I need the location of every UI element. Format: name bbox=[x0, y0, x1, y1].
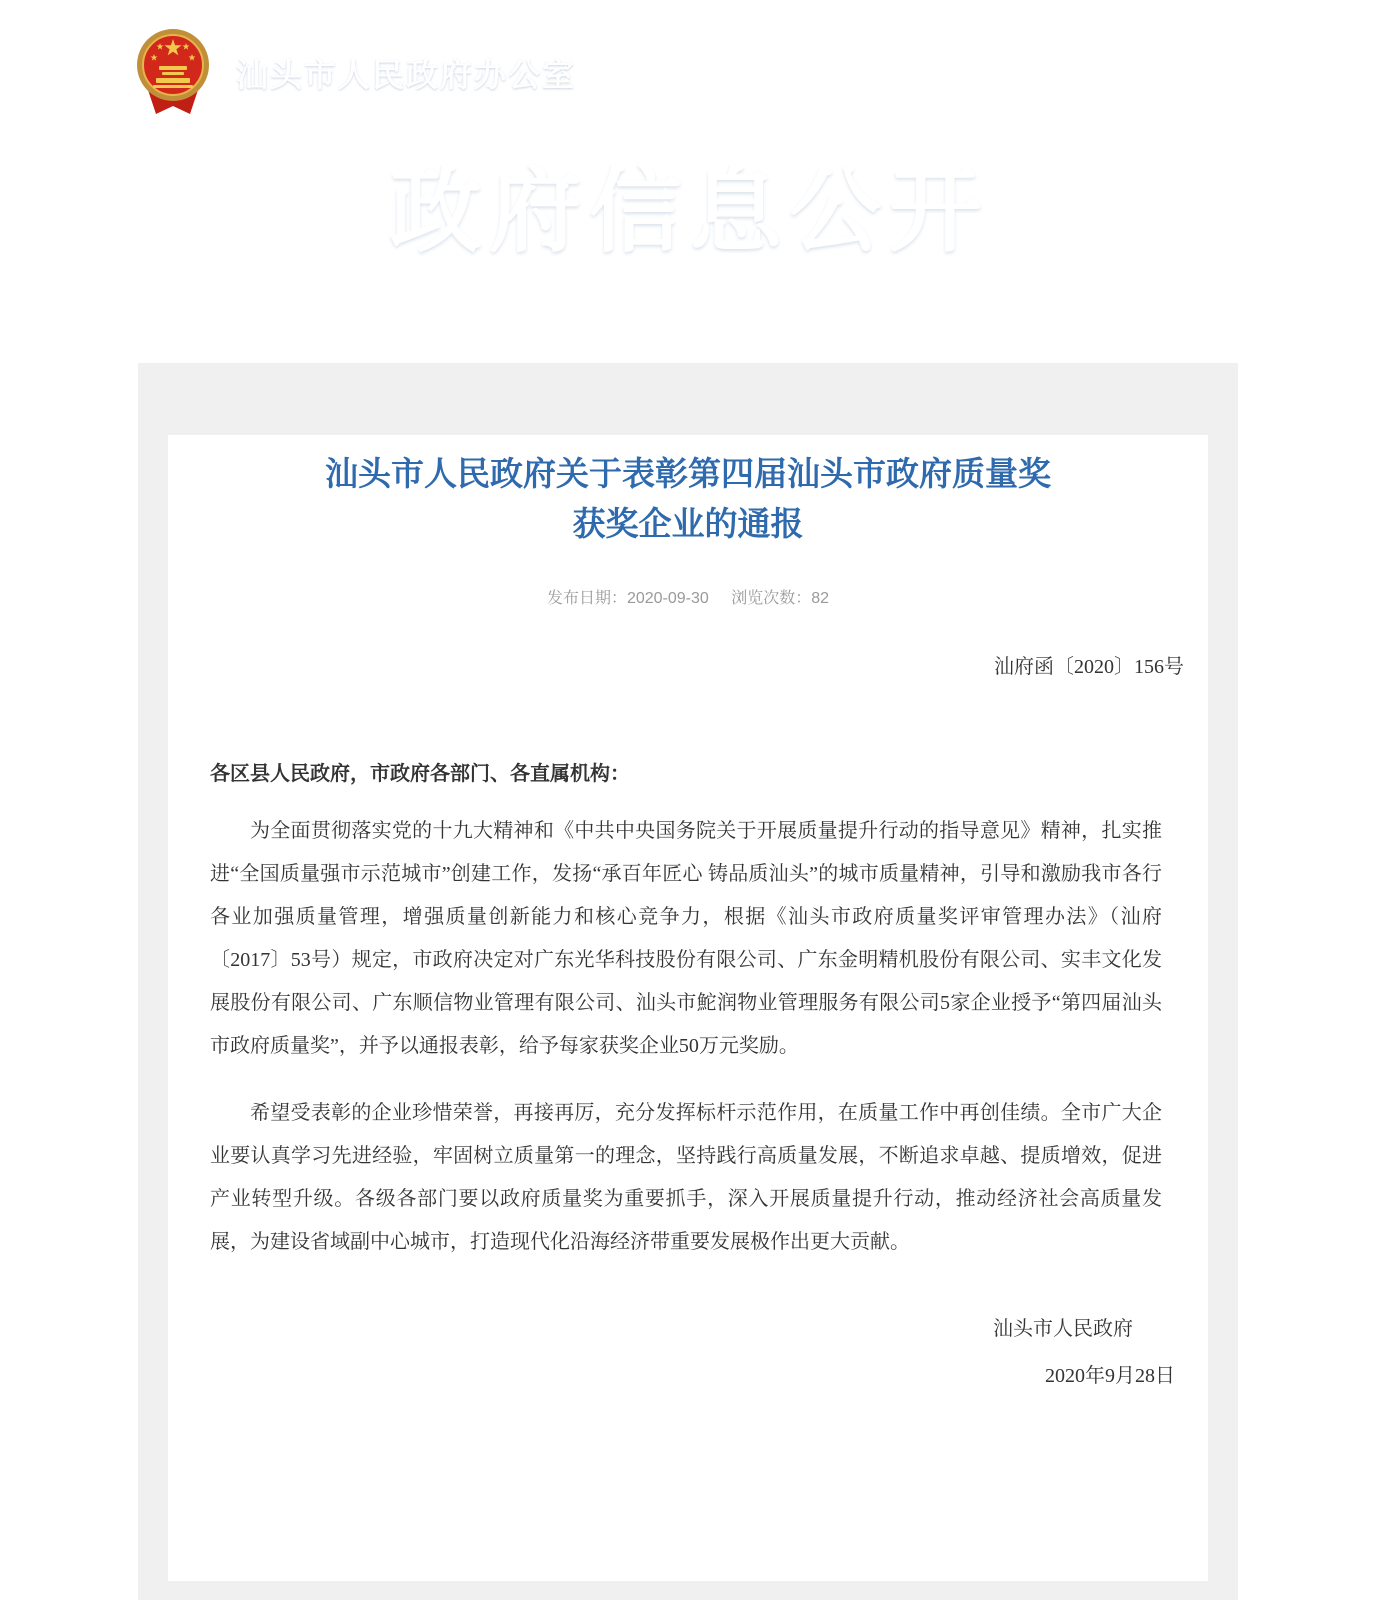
signature-org: 汕头市人民政府 bbox=[993, 1318, 1133, 1340]
banner-title: 政府信息公开 bbox=[389, 161, 990, 263]
site-brand[interactable] bbox=[136, 28, 576, 118]
document-title-line2: 获奖企业的通报 bbox=[572, 505, 804, 542]
publish-date-label: 发布日期： bbox=[546, 590, 627, 607]
site-header bbox=[0, 0, 1379, 363]
views-value: 82 bbox=[811, 590, 830, 607]
signature-date: 2020年9月28日 bbox=[1045, 1365, 1175, 1387]
views-label: 浏览次数： bbox=[731, 590, 812, 607]
document-title bbox=[206, 449, 1170, 549]
document-card bbox=[168, 435, 1208, 1581]
banner-underline bbox=[599, 288, 1092, 290]
body-paragraph-2: 希望受表彰的企业珍惜荣誉，再接再厉，充分发挥标杆示范作用，在质量工作中再创佳绩。全市广大企业要认真学习先进经验，牢固树立质量第一的理念，坚持践行高质量发展，不断追求卓越、提质增效，促进产业转型升级。各级各部门要以政府质量奖为重要抓手，深入开展质量提升行动，推动经济社会高质量发展，为建设省域副中心城市，打造现代化沿海经济带重要发展极作出更大贡献。 bbox=[210, 1102, 1162, 1253]
document-meta bbox=[168, 585, 1208, 608]
document-number: 汕府函〔2020〕156号 bbox=[994, 656, 1184, 678]
national-emblem-icon bbox=[136, 28, 210, 118]
body-paragraph-1: 为全面贯彻落实党的十九大精神和《中共中央国务院关于开展质量提升行动的指导意见》精神，扎实推进“全国质量强市示范城市”创建工作，发扬“承百年匠心 铸品质汕头”的城市质量精神，引导和激励我市各行各业加强质量管理，增强质量创新能力和核心竞争力，根据《汕头市政府质量奖评审管理办法》（汕府〔2017〕53号）规定，市政府决定对广东光华科技股份有限公司、广东金明精机股份有限公司、实丰文化发展股份有限公司、广东顺信物业管理有限公司、汕头市鮀润物业管理服务有限公司5家企业授予“第四届汕头市政府质量奖”，并予以通报表彰，给予每家获奖企业50万元奖励。 bbox=[210, 820, 1162, 1057]
content-panel bbox=[138, 363, 1238, 1600]
publish-date-value: 2020-09-30 bbox=[626, 590, 709, 607]
salutation: 各区县人民政府，市政府各部门、各直属机构： bbox=[210, 763, 630, 785]
site-name[interactable]: 汕头市人民政府办公室 bbox=[236, 57, 577, 93]
signature-block bbox=[168, 1306, 1208, 1400]
document-title-line1: 汕头市人民政府关于表彰第四届汕头市政府质量奖 bbox=[325, 455, 1051, 492]
